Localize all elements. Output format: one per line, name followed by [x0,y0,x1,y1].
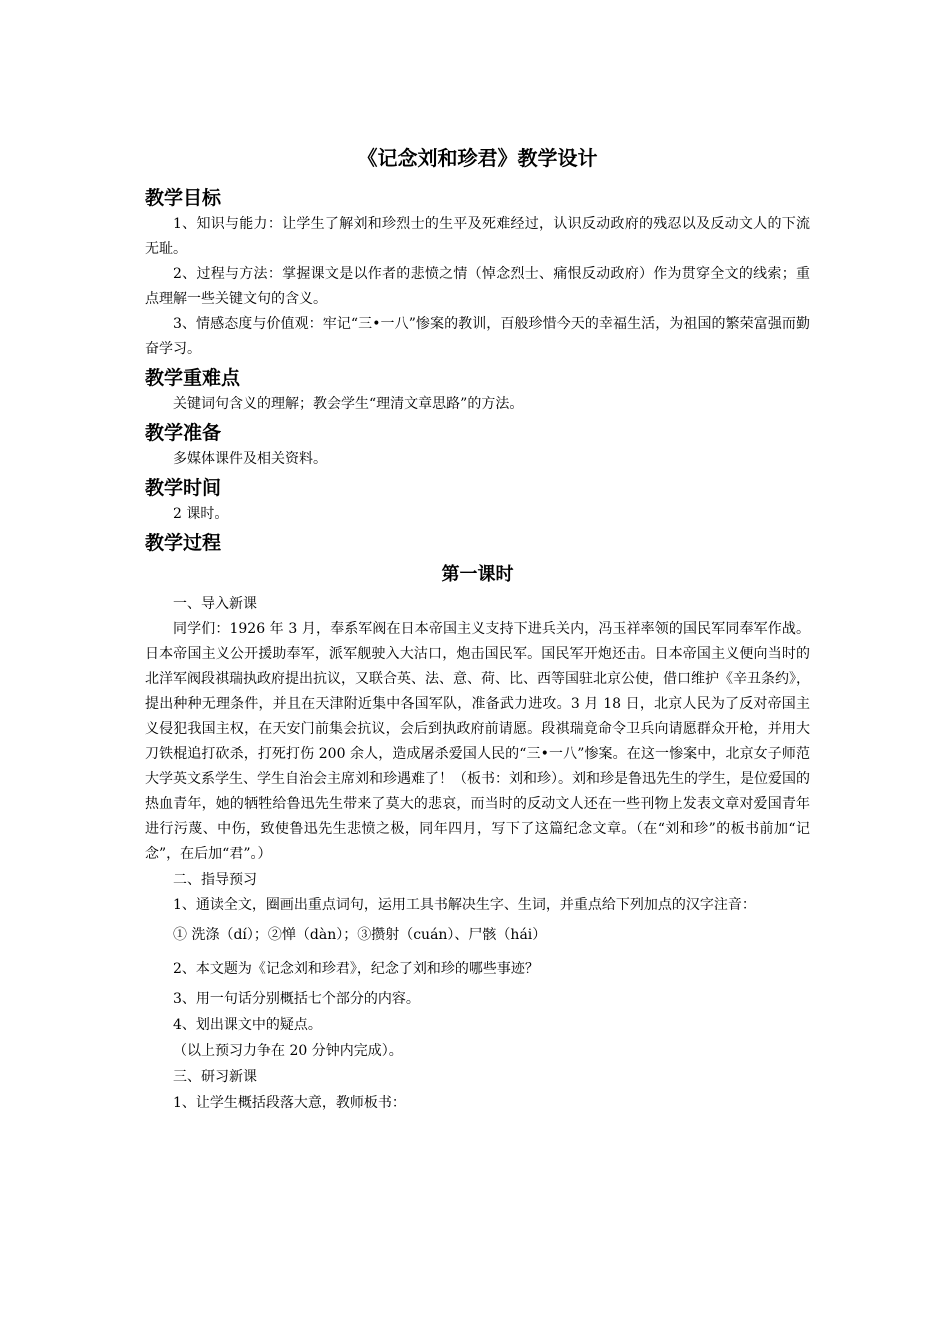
preparation-text: 多媒体课件及相关资料。 [173,451,327,467]
intro-text: 同学们：1926 年 3 月，奉系军阀在日本帝国主义支持下进兵关内，冯玉祥率领的国民军同奉军作战。日本帝国主义公开援助奉军，派军舰驶入大沽口，炮击国民军。国民军开炮还击。日本帝国主义便向当时的北洋军阀段祺瑞执政府提出抗议，又联合英、法、意、荷、比、西等国驻北京公使，借口维护《辛丑条约》，提出种种无理条件，并且在天津附近集中各国军队，准备武力进攻。3 月 18 日，北京人民为了反对帝国主义侵犯我国主权，在天安门前集会抗议，会后到执政府前请愿。段祺瑞竟命令卫兵向请愿群众开枪，并用大刀铁棍追打砍杀，打死打伤 200 余人，造成屠杀爱国人民的“三•一八”惨案。在这一惨案中，北京女子师范大学英文系学生、学生自治会主席刘和珍遇难了！（板书：刘和珍）。刘和珍是鲁迅先生的学生，是位爱国的热血青年，她的牺牲给鲁迅先生带来了莫大的悲哀，而当时的反动文人还在一些刊物上发表文章对爱国青年进行污蔑、中伤，致使鲁迅先生悲愤之极，同年四月，写下了这篇纪念文章。（在“刘和珍”的板书前加“记念”，在后加“君”。） [145,621,810,862]
section-heading-key-points: 教学重难点 [145,367,241,389]
document-title: 《记念刘和珍君》教学设计 [357,146,598,170]
study-heading: 三、研习新课 [173,1069,257,1085]
preview-pinyin: ① 洗涤（dí）；②惮（dàn）；③攒射（cuán）、尸骸（hái） [173,927,547,943]
key-points-text: 关键词句含义的理解；教会学生“理清文章思路”的方法。 [173,396,524,412]
study-item: 1、让学生概括段落大意，教师板书： [173,1095,406,1111]
section-heading-process: 教学过程 [145,532,222,554]
lesson-title: 第一课时 [441,564,514,585]
intro-heading: 一、导入新课 [173,596,257,612]
preview-item: 3、用一句话分别概括七个部分的内容。 [173,991,420,1007]
preview-item: 2、本文题为《记念刘和珍君》，纪念了刘和珍的哪些事迹？ [173,961,539,977]
objective-item: 2、过程与方法：掌握课文是以作者的悲愤之情（悼念烈士、痛恨反动政府）作为贯穿全文的线索；重点理解一些关键文句的含义。 [145,266,810,307]
time-text: 2 课时。 [173,506,229,522]
preview-heading: 二、指导预习 [173,872,257,888]
section-heading-preparation: 教学准备 [145,422,222,444]
preview-item: 1、通读全文，圈画出重点词句，运用工具书解决生字、生词，并重点给下列加点的汉字注音： [173,897,756,913]
document-content [145,144,810,1116]
section-heading-objectives: 教学目标 [145,187,222,209]
preview-item: 4、划出课文中的疑点。 [173,1017,322,1033]
objective-item: 3、情感态度与价值观：牢记“三•一八”惨案的教训，百般珍惜今天的幸福生活，为祖国的繁荣富强而勤奋学习。 [145,316,810,357]
preview-note: （以上预习力争在 20 分钟内完成）。 [173,1043,403,1059]
objective-item: 1、知识与能力：让学生了解刘和珍烈士的生平及死难经过，认识反动政府的残忍以及反动文人的下流无耻。 [145,216,810,257]
section-heading-time: 教学时间 [145,477,222,499]
